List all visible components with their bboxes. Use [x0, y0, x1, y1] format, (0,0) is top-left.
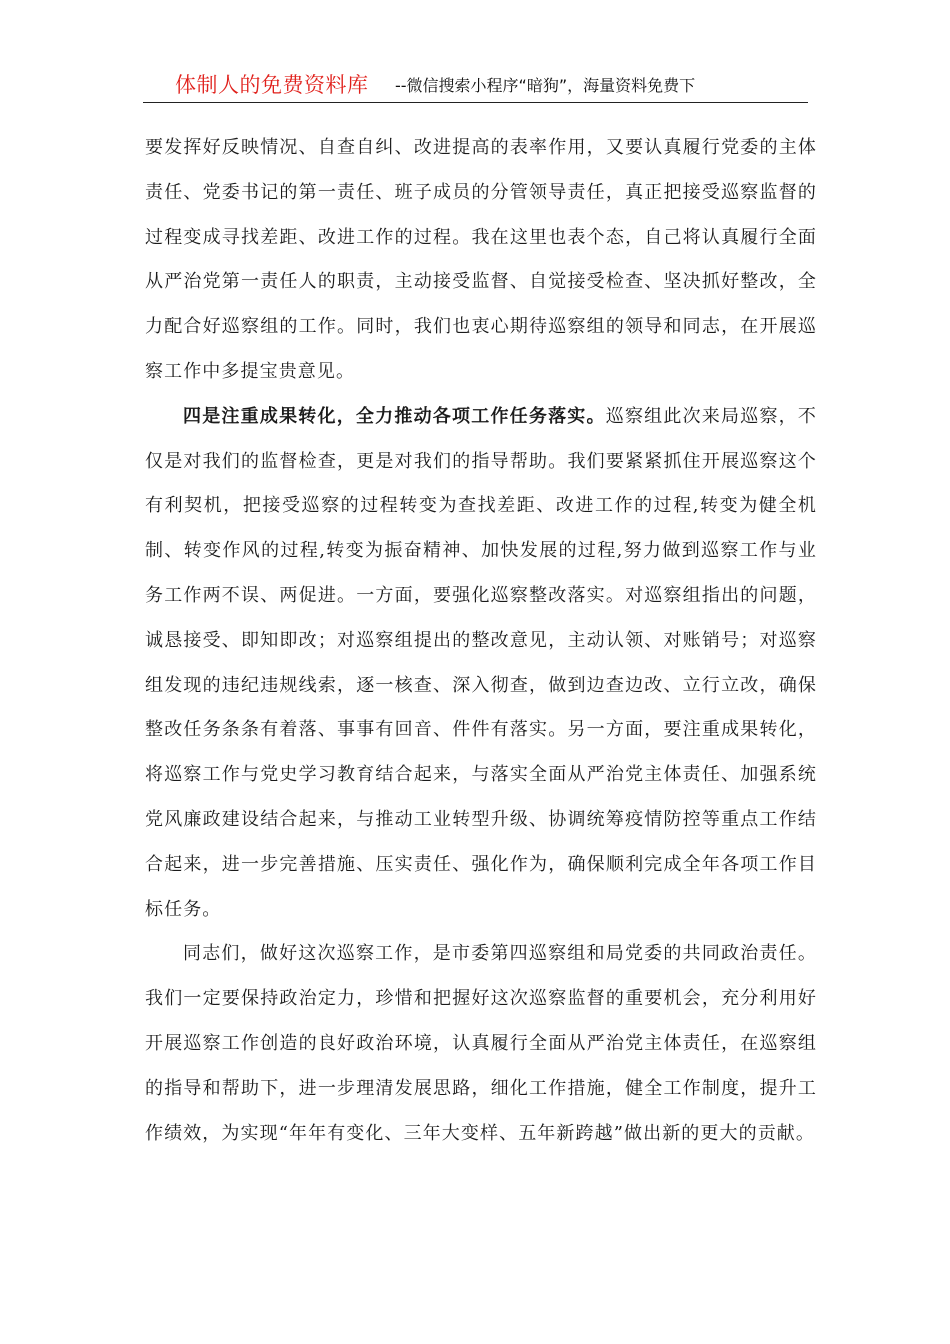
- paragraph-1-text: 要发挥好反映情况、自查自纠、改进提高的表率作用，又要认真履行党委的主体责任、党委书记的第一责任、班子成员的分管领导责任，真正把接受巡察监督的过程变成寻找差距、改进工作的过程。我在这里也表个态，自己将认真履行全面从严治党第一责任人的职责，主动接受监督、自觉接受检查、坚决抓好整改，全力配合好巡察组的工作。同时，我们也衷心期待巡察组的领导和同志，在开展巡察工作中多提宝贵意见。: [145, 137, 817, 382]
- paragraph-1: [145, 126, 817, 395]
- paragraph-3: [145, 932, 817, 1156]
- paragraph-3-text: 同志们，做好这次巡察工作，是市委第四巡察组和局党委的共同政治责任。我们一定要保持政治定力，珍惜和把握好这次巡察监督的重要机会，充分利用好开展巡察工作创造的良好政治环境，认真履行全面从严治党主体责任，在巡察组的指导和帮助下，进一步理清发展思路，细化工作措施，健全工作制度，提升工作绩效，为实现“年年有变化、三年大变样、五年新跨越”做出新的更大的贡献。: [145, 943, 817, 1144]
- paragraph-2: [145, 395, 817, 933]
- document-body: [145, 126, 817, 1156]
- header-brand: 体制人的免费资料库: [175, 73, 369, 97]
- paragraph-2-heading: 四是注重成果转化，全力推动各项工作任务落实。: [183, 405, 606, 427]
- header-tagline: --微信搜索小程序“暗狗”，海量资料免费下: [395, 76, 696, 95]
- paragraph-2-text: 巡察组此次来局巡察，不仅是对我们的监督检查，更是对我们的指导帮助。我们要紧紧抓住开展巡察这个有利契机，把接受巡察的过程转变为查找差距、改进工作的过程,转变为健全机制、转变作风的过程,转变为振奋精神、加快发展的过程,努力做到巡察工作与业务工作两不误、两促进。一方面，要强化巡察整改落实。对巡察组指出的问题，诚恳接受、即知即改；对巡察组提出的整改意见，主动认领、对账销号；对巡察组发现的违纪违规线索，逐一核查、深入彻查，做到边查边改、立行立改，确保整改任务条条有着落、事事有回音、件件有落实。另一方面，要注重成果转化，将巡察工作与党史学习教育结合起来，与落实全面从严治党主体责任、加强系统党风廉政建设结合起来，与推动工业转型升级、协调统筹疫情防控等重点工作结合起来，进一步完善措施、压实责任、强化作为，确保顺利完成全年各项工作目标任务。: [145, 405, 817, 920]
- page-header: [143, 70, 808, 103]
